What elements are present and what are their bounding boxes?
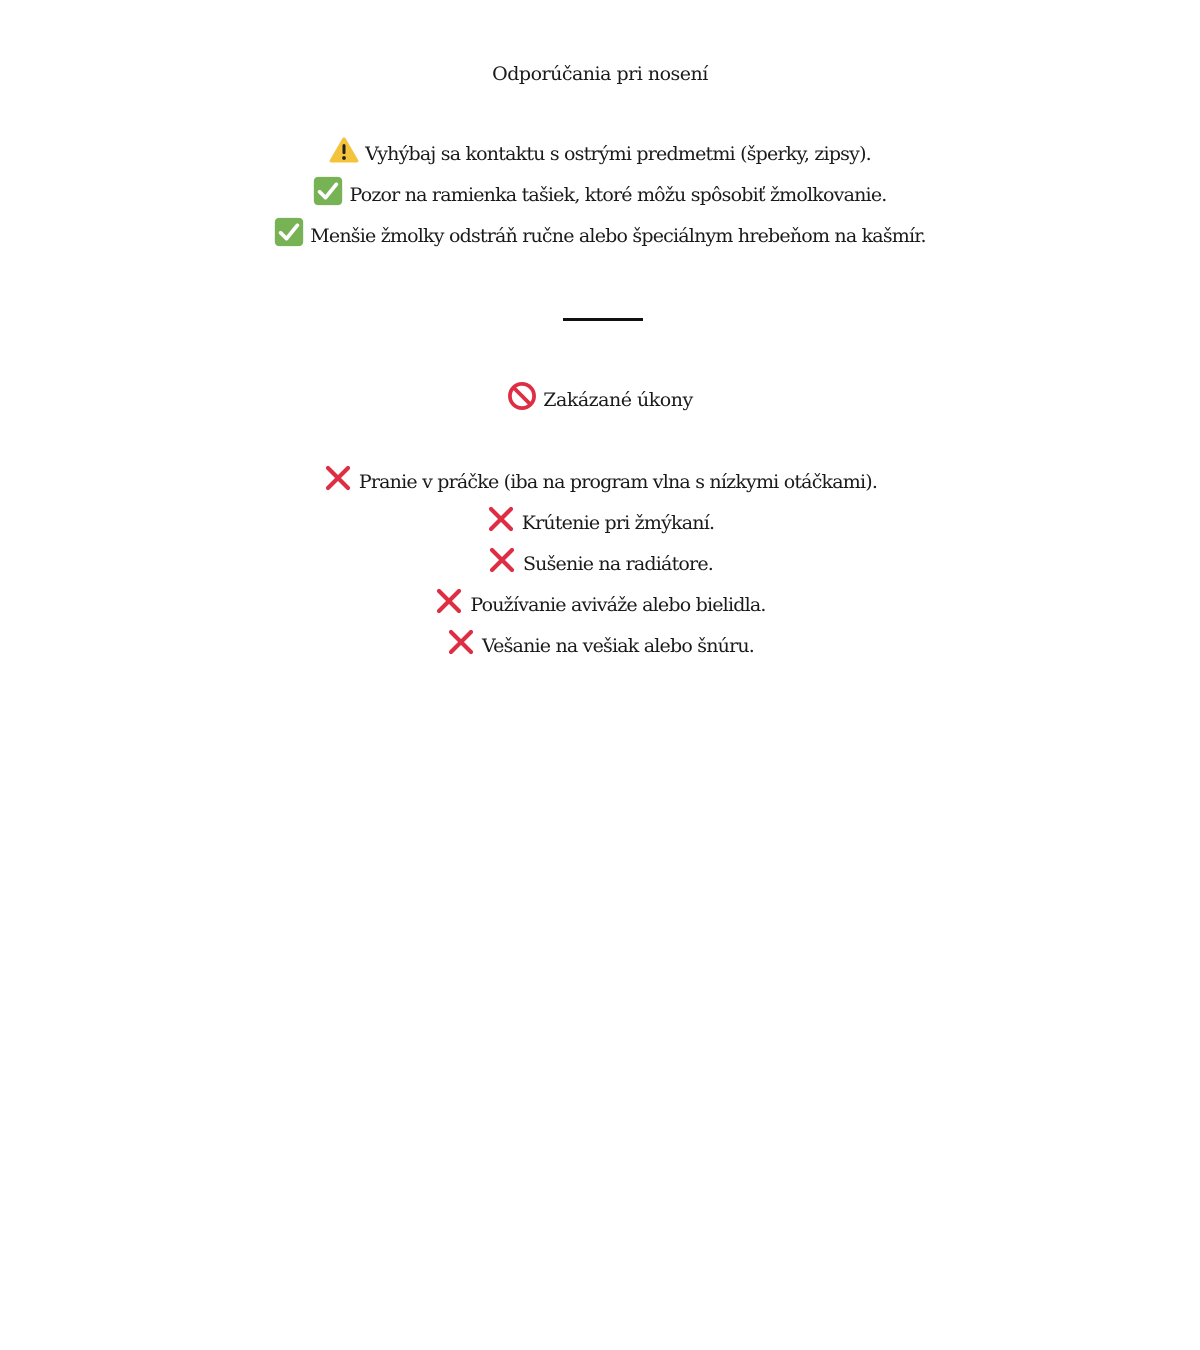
list-item: [0, 585, 1200, 626]
forbidden-actions-list: [0, 462, 1200, 667]
wear-recommendations-title: Odporúčania pri nosení: [492, 63, 708, 85]
list-item-text: Pozor na ramienka tašiek, ktoré môžu spôsobiť žmolkovanie.: [349, 184, 887, 206]
list-item-text: Menšie žmolky odstráň ručne alebo špeciálnym hrebeňom na kašmír.: [310, 225, 926, 247]
list-item-text: Vešanie na vešiak alebo šnúru.: [481, 635, 755, 657]
list-item: [0, 544, 1200, 585]
cross-mark-icon: [487, 545, 517, 575]
cross-mark-icon: [446, 627, 476, 657]
forbidden-actions-heading: [0, 380, 1200, 420]
check-mark-icon: [274, 217, 304, 247]
forbidden-actions-title: Zakázané úkony: [543, 389, 693, 411]
prohibited-icon: [507, 381, 537, 411]
wear-recommendations-heading: [0, 54, 1200, 94]
list-item-text: Používanie aviváže alebo bielidla.: [470, 594, 766, 616]
warning-icon: [329, 135, 359, 165]
list-item-text: Vyhýbaj sa kontaktu s ostrými predmetmi (šperky, zipsy).: [365, 143, 871, 165]
cross-mark-icon: [323, 463, 353, 493]
list-item: [0, 175, 1200, 216]
cross-mark-icon: [434, 586, 464, 616]
list-item: [0, 462, 1200, 503]
wear-recommendations-list: [0, 134, 1200, 257]
list-item-text: Pranie v práčke (iba na program vlna s nízkymi otáčkami).: [358, 471, 878, 493]
cross-mark-icon: [486, 504, 516, 534]
list-item: [0, 134, 1200, 175]
list-item-text: Krútenie pri žmýkaní.: [521, 512, 715, 534]
list-item: [0, 626, 1200, 667]
list-item-text: Sušenie na radiátore.: [522, 553, 714, 575]
list-item: [0, 503, 1200, 544]
section-divider: [563, 318, 643, 321]
check-mark-icon: [313, 176, 343, 206]
list-item: [0, 216, 1200, 257]
